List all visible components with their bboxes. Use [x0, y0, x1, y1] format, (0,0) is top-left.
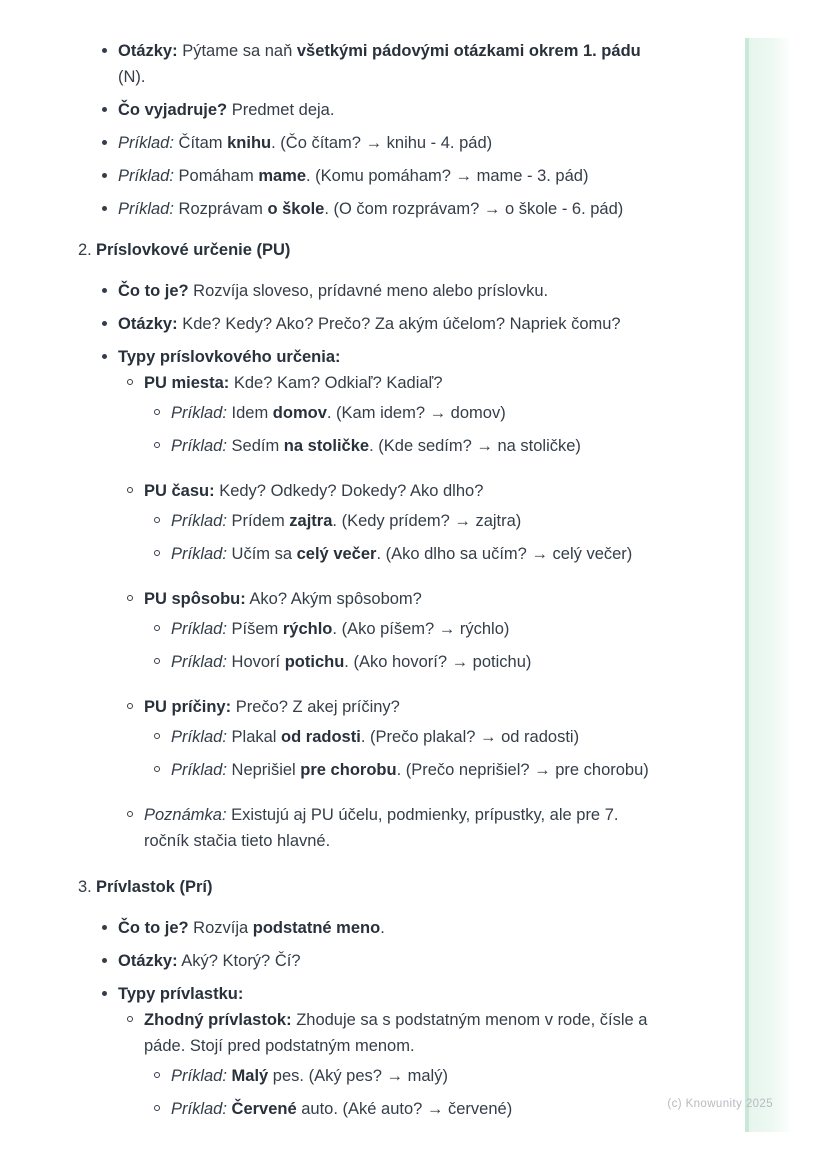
list-item — [171, 649, 726, 675]
text-segment: zajtra — [289, 512, 333, 530]
text-segment: Otázky: — [118, 952, 178, 970]
text-segment: knihu — [227, 134, 272, 152]
text-segment: Typy príslovkového určenia: — [118, 348, 341, 366]
list-item — [118, 981, 726, 1134]
heading-text — [96, 237, 290, 263]
text-segment: Kde? Kedy? Ako? Prečo? Za akým účelom? Napriek čomu? — [177, 315, 621, 333]
text-segment: . — [380, 919, 385, 937]
outline-list-level-3 — [144, 724, 726, 783]
text-segment: o škole — [267, 200, 325, 218]
text-segment: Príklad: — [171, 437, 227, 455]
text-segment: Príslovkové určenie (PU) — [96, 241, 291, 259]
text-segment: celý večer — [296, 545, 377, 563]
list-item — [144, 1007, 726, 1134]
heading-text — [96, 874, 212, 900]
list-item — [171, 724, 726, 750]
text-segment: . (Prečo neprišiel? → pre chorobu) — [396, 761, 649, 779]
text-segment: na stoličke — [283, 437, 370, 455]
text-segment: mame — [258, 167, 307, 185]
text-segment: Prívlastok (Prí) — [96, 878, 213, 896]
text-segment: Učím sa — [226, 545, 297, 563]
text-segment: Príklad: — [171, 761, 227, 779]
list-item — [118, 163, 726, 189]
list-item — [144, 586, 726, 687]
text-segment: domov — [272, 404, 327, 422]
list-item — [144, 802, 726, 859]
text-segment: Príklad: — [118, 200, 174, 218]
text-segment: PU času: — [144, 482, 215, 500]
list-item — [118, 948, 726, 974]
text-segment: Plakal — [226, 728, 282, 746]
text-segment: . (Prečo plakal? → od radosti) — [360, 728, 580, 746]
outline-list-level-3 — [144, 508, 726, 567]
text-segment: Aký? Ktorý? Čí? — [177, 952, 301, 970]
text-segment: páde. Stojí pred podstatným menom. — [144, 1037, 415, 1055]
text-segment: Príklad: — [171, 653, 227, 671]
text-segment: PU miesta: — [144, 374, 230, 392]
accent-band — [745, 38, 790, 1132]
list-item — [118, 344, 726, 859]
text-segment: Sedím — [226, 437, 284, 455]
text-segment: Príklad: — [171, 545, 227, 563]
text-segment: Neprišiel — [226, 761, 301, 779]
list-item — [118, 278, 726, 304]
text-segment: Prečo? Z akej príčiny? — [231, 698, 400, 716]
list-item — [144, 478, 726, 579]
text-segment: Ako? Akým spôsobom? — [245, 590, 422, 608]
text-segment: Čo to je? — [118, 282, 189, 300]
outline-list-level-1 — [78, 38, 726, 222]
text-segment: . (Ako dlho sa učím? → celý večer) — [376, 545, 633, 563]
list-item — [171, 433, 726, 459]
list-item — [171, 400, 726, 426]
text-segment: Malý — [231, 1067, 269, 1085]
text-segment: Predmet deja. — [227, 101, 335, 119]
text-segment: PU príčiny: — [144, 698, 232, 716]
copyright-footer: (c) Knowunity 2025 — [667, 1098, 773, 1110]
numbered-heading — [78, 874, 726, 900]
text-segment: Príklad: — [118, 134, 174, 152]
text-segment: pes. (Aký pes? → malý) — [268, 1067, 448, 1085]
text-segment: Pomáham — [173, 167, 259, 185]
text-segment: Čítam — [173, 134, 228, 152]
list-item — [171, 508, 726, 534]
outline-list-level-2 — [118, 1007, 726, 1134]
text-segment: Typy prívlastku: — [118, 985, 244, 1003]
text-segment: podstatné meno — [252, 919, 381, 937]
text-segment: ročník stačia tieto hlavné. — [144, 832, 331, 850]
text-segment: . (Kedy prídem? → zajtra) — [332, 512, 522, 530]
text-segment: auto. (Aké auto? → červené) — [296, 1100, 513, 1118]
text-segment: Pýtame sa naň — [177, 42, 297, 60]
text-segment: Píšem — [226, 620, 283, 638]
text-segment: Príklad: — [118, 167, 174, 185]
text-segment: PU spôsobu: — [144, 590, 246, 608]
text-segment: Príklad: — [171, 512, 227, 530]
text-segment: . (Čo čítam? → knihu - 4. pád) — [271, 134, 493, 152]
document-content — [78, 23, 726, 1149]
text-segment: Poznámka: — [144, 806, 227, 824]
text-segment: rýchlo — [282, 620, 333, 638]
text-segment: Kde? Kam? Odkiaľ? Kadiaľ? — [229, 374, 443, 392]
text-segment: . (O čom rozprávam? → o škole - 6. pád) — [324, 200, 624, 218]
text-segment: Červené — [231, 1100, 297, 1118]
text-segment: . (Kam idem? → domov) — [326, 404, 506, 422]
text-segment: Otázky: — [118, 315, 178, 333]
outline-list-level-1 — [78, 915, 726, 1134]
list-item — [118, 311, 726, 337]
outline-list-level-3 — [144, 1063, 726, 1122]
text-segment: potichu — [284, 653, 345, 671]
text-segment: Príklad: — [171, 620, 227, 638]
numbered-heading — [78, 237, 726, 263]
text-segment: Zhoduje sa s podstatným menom v rode, čísle a — [291, 1011, 648, 1029]
list-item — [118, 130, 726, 156]
outline-list-level-3 — [144, 616, 726, 675]
outline-list-level-2 — [118, 370, 726, 859]
text-segment: Rozvíja — [188, 919, 253, 937]
outline-list-level-1 — [78, 278, 726, 859]
text-segment: Zhodný prívlastok: — [144, 1011, 292, 1029]
text-segment: Otázky: — [118, 42, 178, 60]
text-segment: Hovorí — [226, 653, 285, 671]
text-segment: Čo to je? — [118, 919, 189, 937]
list-item — [171, 541, 726, 567]
list-item — [118, 196, 726, 222]
text-segment: (N). — [118, 68, 146, 86]
list-number: 2. — [78, 241, 92, 259]
text-segment: Príklad: — [171, 1100, 227, 1118]
list-item — [171, 757, 726, 783]
outline-list-level-3 — [144, 400, 726, 459]
text-segment: Kedy? Odkedy? Dokedy? Ako dlho? — [214, 482, 484, 500]
text-segment: Čo vyjadruje? — [118, 101, 228, 119]
text-segment: od radosti — [281, 728, 361, 746]
list-item — [171, 616, 726, 642]
text-segment: pre chorobu — [300, 761, 397, 779]
text-segment: všetkými pádovými otázkami okrem 1. pádu — [296, 42, 641, 60]
text-segment: Idem — [226, 404, 273, 422]
text-segment: . (Komu pomáham? → mame - 3. pád) — [306, 167, 589, 185]
text-segment: Príklad: — [171, 404, 227, 422]
text-segment: Rozprávam — [173, 200, 268, 218]
list-item — [144, 370, 726, 471]
text-segment: Prídem — [226, 512, 290, 530]
list-item — [171, 1063, 726, 1089]
text-segment: Príklad: — [171, 728, 227, 746]
text-segment: . (Kde sedím? → na stoličke) — [369, 437, 581, 455]
list-item — [144, 694, 726, 795]
list-item — [118, 38, 726, 90]
text-segment: . (Ako hovorí? → potichu) — [344, 653, 532, 671]
list-item — [118, 915, 726, 941]
text-segment: . (Ako píšem? → rýchlo) — [332, 620, 510, 638]
list-item — [118, 97, 726, 123]
text-segment: Existujú aj PU účelu, podmienky, prípustky, ale pre 7. — [226, 806, 619, 824]
list-item — [171, 1096, 726, 1122]
list-number: 3. — [78, 878, 92, 896]
text-segment: Rozvíja sloveso, prídavné meno alebo príslovku. — [188, 282, 549, 300]
text-segment: Príklad: — [171, 1067, 227, 1085]
